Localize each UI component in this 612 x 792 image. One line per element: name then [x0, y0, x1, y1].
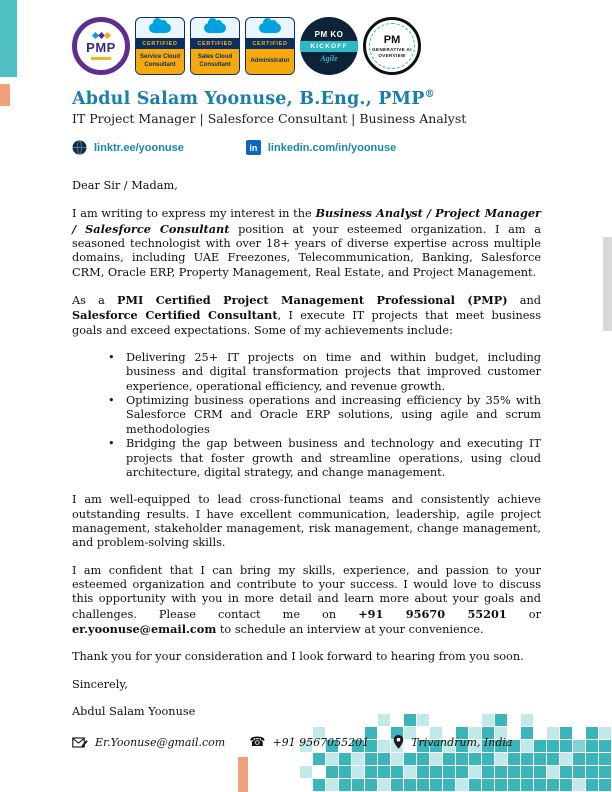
- salutation: Dear Sir / Madam,: [72, 179, 178, 192]
- salesforce-cloud-icon: [259, 23, 281, 33]
- paragraph-intro: I am writing to express my interest in the Business Analyst / Project Manager / Salesforce Consultant position at your esteemed organization. I am a seasoned technologist with over 18+ years of diverse expertise across multiple domains, including UAE Freezones, Telecommunication, Banking, Salesforce CRM, Oracle ERP, Property Management, Real Estate, and Project Management.: [72, 206, 541, 279]
- gray-side-bar: [603, 237, 612, 331]
- linkedin-link[interactable]: [246, 140, 396, 155]
- linktree-link-label: linktr.ee/yoonuse: [94, 141, 184, 154]
- email-compose-icon: [72, 736, 88, 749]
- salmon-accent-bar: [0, 84, 10, 106]
- teal-side-bar: [0, 0, 17, 77]
- badge-salesforce-service-cloud: [135, 17, 185, 75]
- paragraph-contact: I am confident that I can bring my skills, experience, and passion to your esteemed organization and contribute to your success. I would love to discuss this opportunity with you in more detail and learn more about your goals and challenges. Please contact me on +91 95670 55201 or er.yoonuse@email.com to schedule an interview at your convenience.: [72, 563, 541, 636]
- badge-pmi-kickoff: [300, 17, 358, 75]
- paragraph-skills: I am well-equipped to lead cross-functional teams and consistently achieve outstanding results. I have excellent communication, leadership, agile project management, stakeholder management, risk management, change management, and problem-solving skills.: [72, 493, 541, 550]
- certification-badges-row: [72, 16, 541, 76]
- location-pin-icon: [393, 735, 404, 749]
- list-item: • Bridging the gap between business and technology and executing IT projects that foster growth and streamline operations, using cloud architecture, digital strategy, and change management.: [108, 437, 541, 479]
- achievements-list: [72, 351, 541, 480]
- badge-cert-line2: Consultant: [144, 61, 176, 68]
- footer-email-item: [72, 736, 225, 749]
- page-title: [72, 89, 541, 109]
- email-emphasis: er.yoonuse@email.com: [72, 621, 217, 636]
- paragraph-thanks: Thank you for your consideration and I look forward to hearing from you soon.: [72, 650, 524, 664]
- kickoff-logo: PM KO: [314, 29, 344, 39]
- globe-icon: [72, 140, 87, 155]
- badge-salesforce-sales-cloud: [190, 17, 240, 75]
- salesforce-cloud-icon: [149, 23, 171, 33]
- linkedin-icon: in: [246, 140, 261, 155]
- profile-links-row: [72, 140, 541, 155]
- position-title-emphasis: Business Analyst / Project Manager / Salesforce Consultant: [72, 206, 541, 236]
- certified-band-label: CERTIFIED: [191, 38, 239, 49]
- letter-content: [72, 16, 541, 749]
- salmon-bottom-bar: [238, 757, 248, 792]
- candidate-name: Abdul Salam Yoonuse, B.Eng., PMP: [72, 89, 425, 109]
- genai-line1: GENERATIVE AI: [372, 47, 412, 52]
- phone-emphasis: +91 95670 55201: [358, 606, 507, 621]
- footer-phone-item: [249, 736, 369, 749]
- linkedin-link-label: linkedin.com/in/yoonuse: [267, 141, 397, 154]
- badge-salesforce-administrator: [245, 17, 295, 75]
- badge-cert-line1: Administrator: [250, 57, 290, 64]
- badge-pmp: [72, 17, 130, 75]
- badge-generative-ai-overview: [363, 17, 421, 75]
- linktree-link[interactable]: [72, 140, 184, 155]
- letter-body: [72, 179, 541, 719]
- salesforce-cloud-icon: [204, 23, 226, 33]
- pmp-gold-bar: [91, 57, 111, 60]
- genai-logo: PM: [383, 34, 401, 46]
- footer-email: Er.Yoonuse@gmail.com: [95, 735, 226, 749]
- paragraph-certifications: As a PMI Certified Project Management Professional (PMP) and Salesforce Certified Consultant, I execute IT projects that meet business goals and exceed expectations. Some of my achievements include:: [72, 293, 541, 337]
- registered-mark: ®: [424, 89, 435, 101]
- badge-cert-line1: Sales Cloud: [197, 54, 233, 61]
- badge-pmp-label: PMP: [86, 39, 116, 55]
- kickoff-agile-label: Agile: [320, 53, 338, 63]
- salesforce-emphasis: Salesforce Certified Consultant: [72, 308, 278, 323]
- genai-line2: OVERVIEW: [378, 53, 406, 58]
- pmp-emphasis: PMI Certified Project Management Professional (PMP): [116, 293, 508, 308]
- contact-footer: [72, 735, 541, 749]
- certified-band-label: CERTIFIED: [136, 38, 184, 49]
- certified-band-label: CERTIFIED: [246, 38, 294, 49]
- badge-cert-line1: Service Cloud: [139, 54, 180, 61]
- footer-location-item: [393, 735, 512, 749]
- footer-phone: +91 9567055201: [272, 735, 370, 749]
- bullet-marker: •: [108, 394, 115, 408]
- closing: Sincerely,: [72, 677, 128, 691]
- list-item: • Delivering 25+ IT projects on time and within budget, including business and digital transformation projects that improved customer experience, operational efficiency, and revenue growth.: [108, 351, 541, 393]
- bullet-marker: •: [108, 437, 115, 451]
- phone-icon: ☎: [249, 734, 266, 750]
- professional-title: IT Project Manager | Salesforce Consultant | Business Analyst: [72, 111, 467, 126]
- kickoff-band-label: KICKOFF: [300, 41, 358, 52]
- badge-cert-line2: Consultant: [199, 61, 231, 68]
- signature: Abdul Salam Yoonuse: [72, 704, 196, 718]
- list-item: • Optimizing business operations and increasing efficiency by 35% with Salesforce CRM and Oracle ERP solutions, using agile and scrum methodologies: [108, 394, 541, 436]
- pmi-logo-icon: [93, 33, 110, 38]
- bullet-marker: •: [108, 351, 115, 365]
- footer-location: Trivandrum, India: [411, 735, 513, 749]
